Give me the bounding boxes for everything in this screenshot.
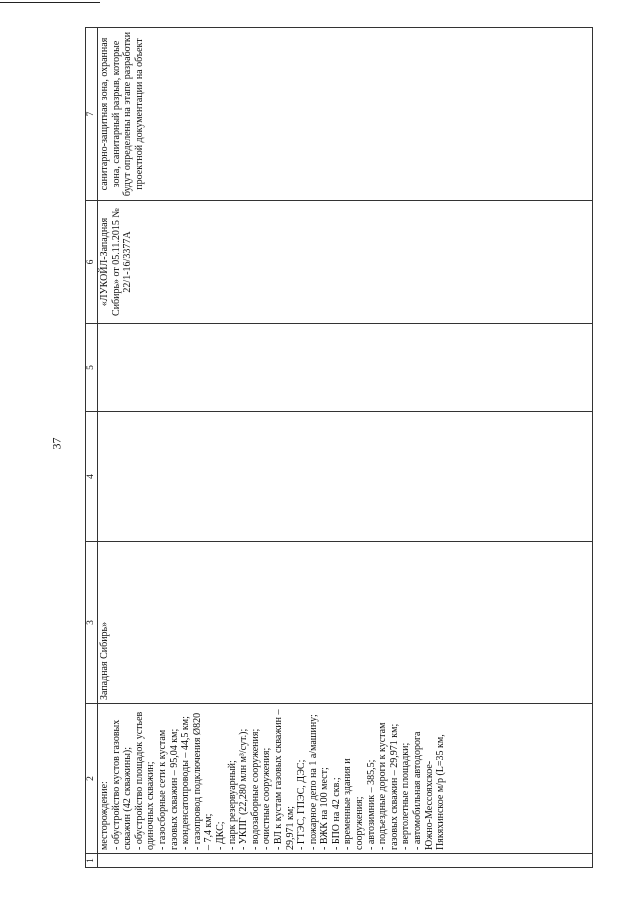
column-number-6: 6 — [86, 201, 98, 324]
cell-zones: санитарно-защитная зона, охранная зона, санитарный разрыв, которые будут определены на этапе разработки проектной документации на объект — [98, 28, 593, 201]
cell-index — [98, 854, 593, 868]
cell-objects-list: месторождение: - обустройство кустов газовых скважин (42 скважины); - обустройство площадок устьев одиночных скважин; - газосборные сети к кустам газовых скважин – 95,04 км; - конденсатопроводы – 44,5 км; - газопровод подключения Ø820 – 7,4 км; - ДКС; - парк резервуарный; - УКПГ (22,280 млн м³/сут.); - водозаборные сооружения; - очистные сооружения; - ВЛ к кустам газовых скважин – 29,971 км; - ГТЭС, ГПЭС, ДЭС; - пожарное депо на 1 а/машину; - ВЖК на 100 мест; - БПО на 42 скв.; - временные здания и сооружения; - автозимник – 385,5; - подъездные дороги к кустам газовых скважин – 29,971 км; - вертолетные площадки; - автомобильная автодорога Южно-Мессояхское-Пякяхинское м/р (L=35 км, — [98, 704, 593, 854]
cell-col4 — [98, 412, 593, 542]
object-table — [85, 27, 593, 868]
cell-organization: Западная Сибирь» — [98, 542, 593, 704]
top-rule — [0, 2, 100, 3]
column-number-3: 3 — [86, 542, 98, 704]
table-row — [98, 28, 593, 868]
column-number-7: 7 — [86, 28, 98, 201]
column-number-1: 1 — [86, 854, 98, 868]
column-number-4: 4 — [86, 412, 98, 542]
column-number-2: 2 — [86, 704, 98, 854]
cell-document-ref: «ЛУКОЙЛ-Западная Сибирь» от 05.11.2015 № 22/1-16/3377А — [98, 201, 593, 324]
page-number: 37 — [49, 437, 64, 450]
rotated-content — [85, 28, 593, 868]
rotated-sheet — [85, 28, 593, 868]
column-number-5: 5 — [86, 324, 98, 412]
table-header-row — [86, 28, 98, 868]
cell-col5 — [98, 324, 593, 412]
